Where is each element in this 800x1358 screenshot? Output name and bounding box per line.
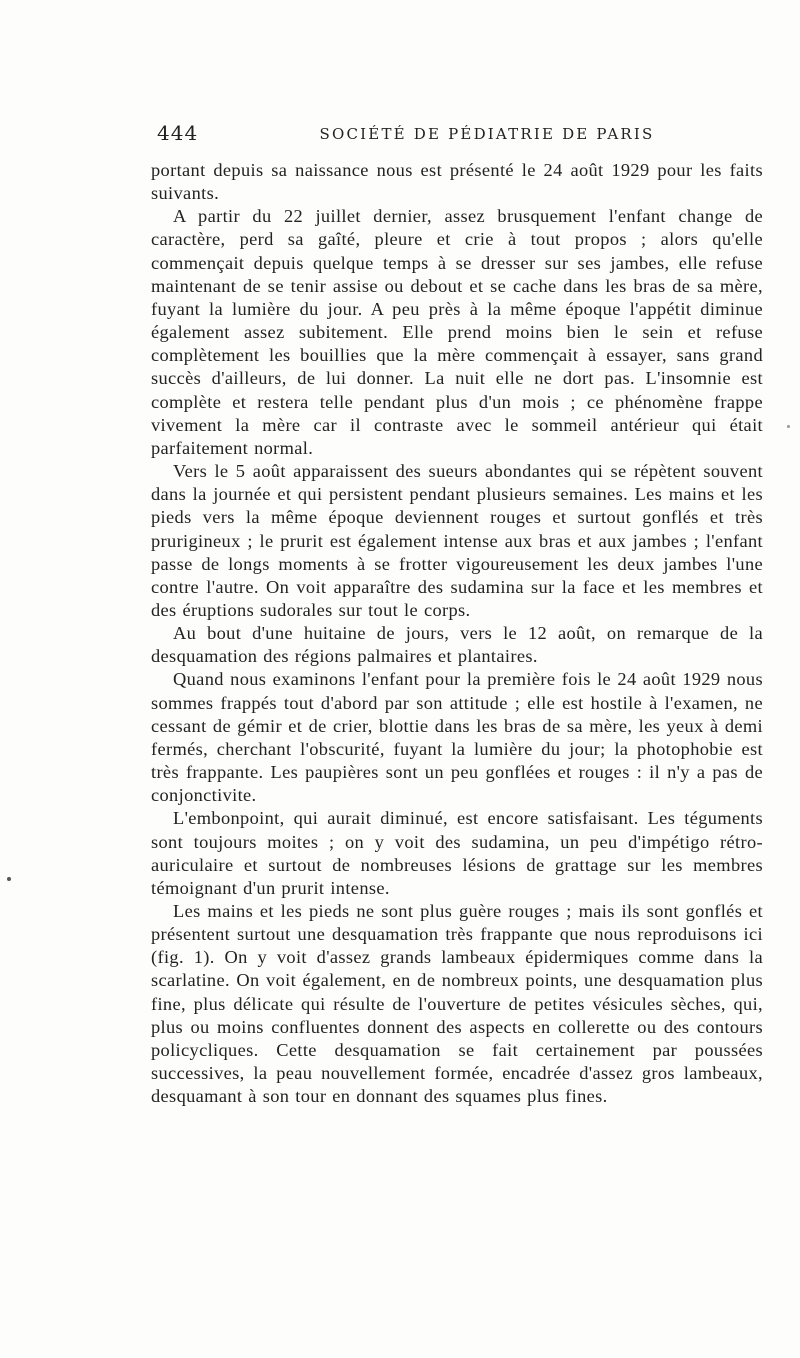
paragraph: Quand nous examinons l'enfant pour la première fois le 24 août 1929 nous sommes frappés tout d'abord par son attitude ; elle est hostile à l'examen, ne cessant de gémir et de crier, blottie dans les bras de sa mère, les yeux à demi fermés, cherchant l'obscurité, fuyant la lumière du jour; la photophobie est très frappante. Les paupières sont un peu gonflées et rouges : il n'y a pas de conjonctivite.	[151, 669, 763, 806]
paragraph: Vers le 5 août apparaissent des sueurs abondantes qui se répètent souvent dans la journée et qui persistent pendant plusieurs semaines. Les mains et les pieds vers la même époque deviennent rouges et surtout gonflés et très prurigineux ; le prurit est également intense aux bras et aux jambes ; l'enfant passe de longs moments à se frotter vigoureusement les deux jambes l'une contre l'autre. On voit apparaître des sudamina sur la face et les membres et des éruptions sudorales sur tout le corps.	[151, 461, 763, 620]
scan-speck	[7, 877, 11, 881]
body-text	[151, 159, 763, 1108]
paragraph: portant depuis sa naissance nous est présenté le 24 août 1929 pour les faits suivants.	[151, 160, 763, 204]
page-number: 444	[157, 121, 199, 145]
page-header	[157, 121, 757, 151]
running-title: SOCIÉTÉ DE PÉDIATRIE DE PARIS	[319, 125, 655, 143]
paragraph: A partir du 22 juillet dernier, assez brusquement l'enfant change de caractère, perd sa gaîté, pleure et crie à tout propos ; alors qu'elle commençait depuis quelque temps à se dresser sur ses jambes, elle refuse maintenant de se tenir assise ou debout et se cache dans les bras de sa mère, fuyant la lumière du jour. A peu près à la même époque l'appétit diminue également assez subitement. Elle prend moins bien le sein et refuse complètement les bouillies que la mère commençait à essayer, sans grand succès d'ailleurs, de lui donner. La nuit elle ne dort pas. L'insomnie est complète et restera telle pendant plus d'un mois ; ce phénomène frappe vivement la mère car il contraste avec le sommeil antérieur qui était parfaitement normal.	[151, 206, 763, 458]
paragraph: Les mains et les pieds ne sont plus guère rouges ; mais ils sont gonflés et présentent surtout une desquamation très frappante que nous reproduisons ici (fig. 1). On y voit d'assez grands lambeaux épidermiques comme dans la scarlatine. On voit également, en de nombreux points, une desquamation plus fine, plus délicate qui résulte de l'ouverture de petites vésicules sèches, qui, plus ou moins confluentes donnent des aspects en collerette ou des contours policycliques. Cette desquamation se fait certainement par poussées successives, la peau nouvellement formée, encadrée d'assez gros lambeaux, desquamant à son tour en donnant des squames plus fines.	[151, 901, 763, 1107]
paragraph: Au bout d'une huitaine de jours, vers le 12 août, on remarque de la desquamation des régions palmaires et plantaires.	[151, 623, 763, 667]
scan-speck	[787, 425, 790, 428]
paragraph: L'embonpoint, qui aurait diminué, est encore satisfaisant. Les téguments sont toujours moites ; on y voit des sudamina, un peu d'impétigo rétro-auriculaire et surtout de nombreuses lésions de grattage sur les membres témoignant d'un prurit intense.	[151, 808, 763, 898]
